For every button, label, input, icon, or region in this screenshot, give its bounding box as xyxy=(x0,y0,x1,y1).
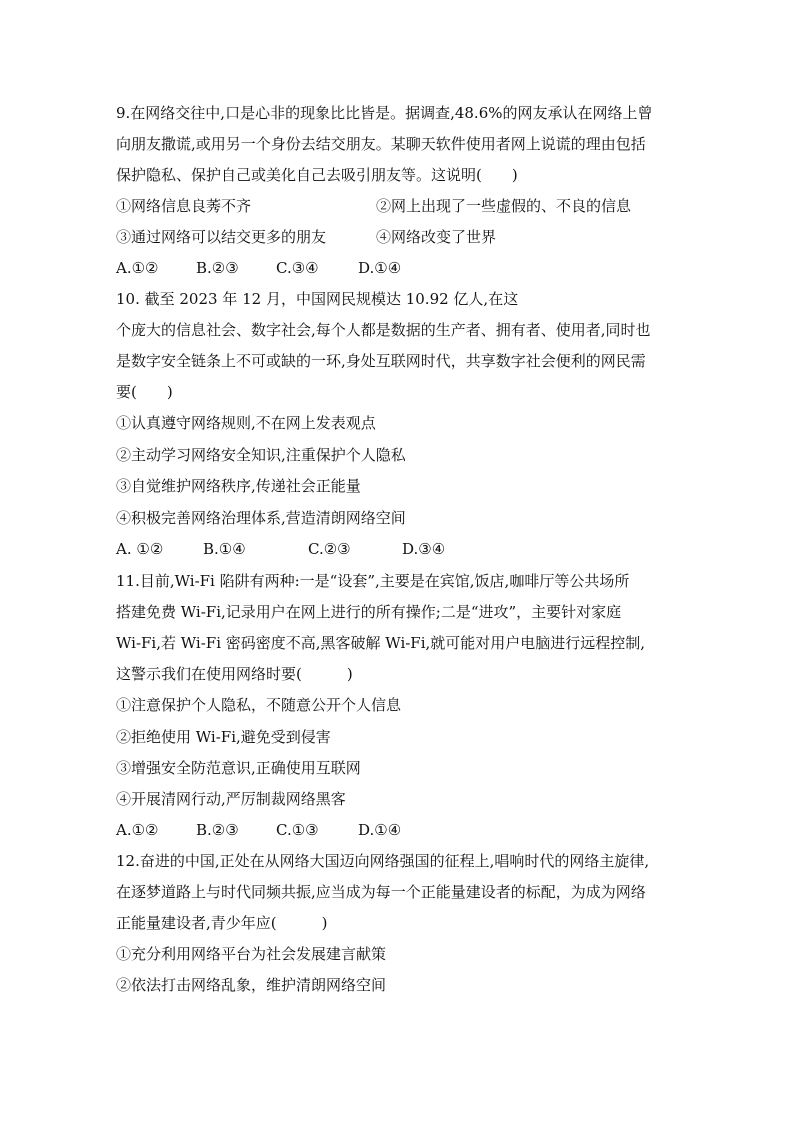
q11-option-c[interactable]: C.①③ xyxy=(276,821,319,839)
q11-statement-4: ④开展清网行动,严厉制裁网络黑客 xyxy=(116,790,346,808)
q9-statement-row-1 xyxy=(116,196,694,216)
q10-option-b[interactable]: B.①④ xyxy=(203,540,246,558)
q9-stem-line-2: 向朋友撒谎,或用另一个身份去结交朋友。某聊天软件使用者网上说谎的理由包括 xyxy=(116,135,646,153)
q10-stem-line-1: 10. 截至 2023 年 12 月，中国网民规模达 10.92 亿人,在这 xyxy=(116,290,519,308)
q10-option-a[interactable]: A. ①② xyxy=(116,540,164,558)
q9-option-c[interactable]: C.③④ xyxy=(276,259,319,277)
q11-statement-2: ②拒绝使用 Wi-Fi,避免受到侵害 xyxy=(116,728,331,746)
q10-statement-3: ③自觉维护网络秩序,传递社会正能量 xyxy=(116,477,361,495)
q9-statement-3: ③通过网络可以结交更多的朋友 xyxy=(116,228,327,246)
q12-stem-line-2: 在逐梦道路上与时代同频共振,应当成为每一个正能量建设者的标配，为成为网络 xyxy=(116,883,646,901)
q9-statement-2: ②网上出现了一些虚假的、不良的信息 xyxy=(376,197,632,215)
q11-stem-line-3: Wi-Fi,若 Wi-Fi 密码密度不高,黑客破解 Wi-Fi,就可能对用户电脑进行远程控制, xyxy=(116,634,646,652)
q11-statement-1: ①注意保护个人隐私，不随意公开个人信息 xyxy=(116,696,402,714)
q11-option-a[interactable]: A.①② xyxy=(116,821,159,839)
q9-stem-line-3: 保护隐私、保护自己或美化自己去吸引朋友等。这说明( ) xyxy=(116,166,518,184)
q10-statement-1: ①认真遵守网络规则,不在网上发表观点 xyxy=(116,414,376,432)
q11-statement-3: ③增强安全防范意识,正确使用互联网 xyxy=(116,759,361,777)
q12-statement-2: ②依法打击网络乱象，维护清朗网络空间 xyxy=(116,976,387,994)
q10-stem-line-3: 是数字安全链条上不可或缺的一环,身处互联网时代，共享数字社会便利的网民需 xyxy=(116,352,646,370)
q10-option-d[interactable]: D.③④ xyxy=(402,540,446,558)
q11-stem-line-4: 这警示我们在使用网络时要( ) xyxy=(116,665,353,683)
q9-statement-1: ①网络信息良莠不齐 xyxy=(116,197,252,215)
q9-option-d[interactable]: D.①④ xyxy=(358,259,402,277)
q12-stem-line-3: 正能量建设者,青少年应( ) xyxy=(116,914,328,932)
q11-option-d[interactable]: D.①④ xyxy=(358,821,402,839)
q12-statement-1: ①充分利用网络平台为社会发展建言献策 xyxy=(116,945,387,963)
q11-option-b[interactable]: B.②③ xyxy=(196,821,239,839)
q9-option-a[interactable]: A.①② xyxy=(116,259,159,277)
q12-stem-line-1: 12.奋进的中国,正处在从网络大国迈向网络强国的征程上,唱响时代的网络主旋律, xyxy=(116,852,650,870)
q10-statement-4: ④积极完善网络治理体系,营造清朗网络空间 xyxy=(116,509,406,527)
q9-statement-4: ④网络改变了世界 xyxy=(376,228,497,246)
q11-stem-line-1: 11.目前,Wi-Fi 陷阱有两种:一是“设套”,主要是在宾馆,饭店,咖啡厅等公共场所 xyxy=(116,572,630,590)
q9-statement-row-2 xyxy=(116,227,694,247)
q10-option-c[interactable]: C.②③ xyxy=(308,540,351,558)
q9-stem-line-1: 9.在网络交往中,口是心非的现象比比皆是。据调查,48.6%的网友承认在网络上曾 xyxy=(116,104,653,122)
q10-stem-line-2: 个庞大的信息社会、数字社会,每个人都是数据的生产者、拥有者、使用者,同时也 xyxy=(116,321,651,339)
q11-stem-line-2: 搭建免费 Wi-Fi,记录用户在网上进行的所有操作;二是“进攻”，主要针对家庭 xyxy=(116,603,622,621)
q9-option-b[interactable]: B.②③ xyxy=(196,259,239,277)
q10-stem-line-4: 要( ) xyxy=(116,383,173,401)
q10-statement-2: ②主动学习网络安全知识,注重保护个人隐私 xyxy=(116,446,406,464)
